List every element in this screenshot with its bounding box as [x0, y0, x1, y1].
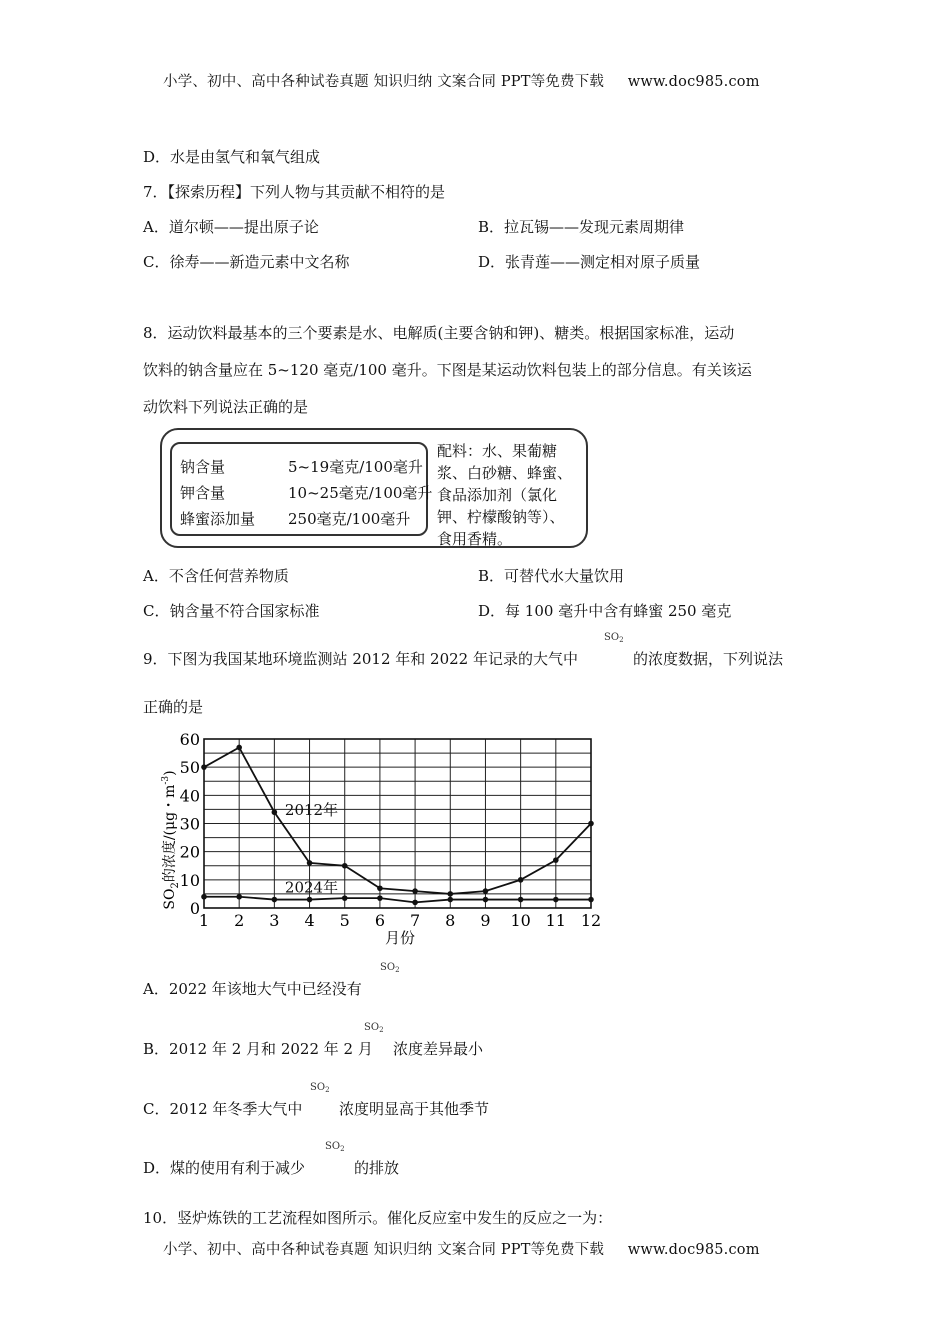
- data-point: [377, 885, 383, 891]
- y-tick-label: 30: [179, 814, 200, 834]
- y-tick-label: 20: [179, 842, 200, 862]
- y-tick-label: 10: [179, 870, 200, 890]
- y-tick-label: 50: [179, 758, 200, 778]
- data-point: [272, 809, 278, 815]
- data-point: [272, 897, 278, 903]
- ingredients-line: 配料：水、果葡糖: [437, 442, 558, 460]
- footer-url[interactable]: www.doc985.com: [627, 1242, 760, 1258]
- data-point: [201, 764, 207, 770]
- so2-formula: [604, 632, 624, 644]
- q9-option-b-end: 浓度差异最小: [393, 1040, 484, 1058]
- x-axis-label: 月份: [384, 929, 416, 947]
- q8-option-a: A．不含任何营养物质: [143, 567, 289, 585]
- data-point: [588, 897, 594, 903]
- so2-formula-sub: 2: [395, 966, 400, 974]
- data-point: [412, 900, 418, 906]
- chart-labels: [285, 801, 338, 896]
- data-point: [307, 897, 313, 903]
- x-tick-label: 6: [374, 911, 386, 930]
- table-row-name: 钠含量: [180, 458, 226, 476]
- ingredients-line: 浆、白砂糖、蜂蜜、: [437, 464, 573, 482]
- header-url[interactable]: www.doc985.com: [627, 74, 760, 90]
- so2-formula-text: SO: [380, 962, 396, 973]
- drink-label: [160, 428, 588, 548]
- table-row-name: 蜂蜜添加量: [180, 510, 256, 528]
- q9-option-a: A．2022 年该地大气中已经没有: [143, 980, 362, 998]
- ingredients-list: [437, 440, 585, 550]
- x-tick-label: 5: [339, 911, 350, 930]
- table-row-value: 10~25毫克/100毫升: [288, 484, 433, 502]
- q9-stem-line-1: 9．下图为我国某地环境监测站 2012 年和 2022 年记录的大气中: [143, 650, 578, 668]
- q7-option-b: B．拉瓦锡——发现元素周期律: [478, 218, 685, 236]
- data-point: [342, 895, 348, 901]
- so2-formula: [310, 1082, 330, 1094]
- y-axis-ticks: [180, 730, 200, 918]
- q7-option-d: D．张青莲——测定相对原子质量: [478, 253, 701, 271]
- so2-formula-text: SO: [364, 1022, 380, 1033]
- q9-option-b: B．2012 年 2 月和 2022 年 2 月: [143, 1040, 373, 1058]
- nutrition-table: [170, 442, 433, 536]
- q9-option-c-end: 浓度明显高于其他季节: [339, 1100, 490, 1118]
- data-point: [518, 897, 524, 903]
- y-tick-label: 40: [179, 786, 200, 806]
- table-row-name: 钾含量: [180, 484, 226, 502]
- q7-option-a: A．道尔顿——提出原子论: [143, 218, 319, 236]
- chart-series: [201, 745, 594, 906]
- q9-stem-line-2: 正确的是: [143, 698, 204, 716]
- data-point: [553, 897, 559, 903]
- x-tick-label: 8: [445, 911, 456, 930]
- y-axis-label-rest: 的浓度/(μg・m: [162, 784, 178, 883]
- data-point: [518, 877, 524, 883]
- q8-option-c: C．钠含量不符合国家标准: [143, 602, 320, 620]
- x-tick-label: 10: [510, 911, 531, 930]
- so2-formula-sub: 2: [340, 1145, 345, 1153]
- q10-stem: 10．竖炉炼铁的工艺流程如图所示。催化反应室中发生的反应之一为：: [143, 1209, 613, 1227]
- x-tick-label: 3: [269, 911, 280, 930]
- series-label: 2012年: [284, 801, 339, 820]
- q9-option-d: D．煤的使用有利于减少: [143, 1159, 306, 1177]
- y-tick-label: 0: [189, 899, 200, 918]
- so2-formula: [364, 1022, 384, 1034]
- data-point: [447, 891, 453, 897]
- ingredients-line: 食用香精。: [437, 530, 513, 548]
- data-point: [553, 857, 559, 863]
- data-point: [236, 894, 242, 900]
- x-tick-label: 12: [580, 911, 602, 930]
- table-row-value: 250毫克/100毫升: [288, 510, 411, 528]
- data-point: [201, 894, 207, 900]
- so2-formula-sub: 2: [379, 1026, 384, 1034]
- x-tick-label: 7: [409, 911, 421, 930]
- y-axis-label-exp: -3: [161, 775, 171, 785]
- so2-formula-sub: 2: [619, 636, 624, 644]
- x-tick-label: 11: [545, 911, 566, 930]
- x-tick-label: 2: [234, 911, 245, 930]
- q9-option-d-end: 的排放: [354, 1159, 400, 1177]
- q8-option-d: D．每 100 毫升中含有蜂蜜 250 毫克: [478, 602, 732, 620]
- q9-stem-line-1-end: 的浓度数据，下列说法: [633, 650, 784, 668]
- y-axis-label-sub: 2: [170, 882, 181, 889]
- q9-option-c: C．2012 年冬季大气中: [143, 1100, 303, 1118]
- y-tick-label: 60: [179, 730, 200, 749]
- data-point: [412, 888, 418, 894]
- q6-option-d: D．水是由氢气和氧气组成: [143, 148, 321, 166]
- header-text: 小学、初中、高中各种试卷真题 知识归纳 文案合同 PPT等免费下载: [163, 74, 605, 90]
- y-axis-label-close: ): [162, 770, 178, 776]
- ingredients-line: 食品添加剂（氯化: [437, 486, 558, 504]
- series-line: [204, 897, 591, 903]
- so2-formula-text: SO: [325, 1141, 341, 1152]
- q8-option-b: B．可替代水大量饮用: [478, 567, 625, 585]
- footer-banner: [163, 1238, 760, 1259]
- x-tick-label: 9: [480, 911, 491, 930]
- so2-line-chart: [150, 728, 620, 958]
- data-point: [447, 897, 453, 903]
- data-point: [236, 745, 242, 751]
- data-point: [588, 821, 594, 827]
- so2-formula-text: SO: [310, 1082, 326, 1093]
- so2-formula-sub: 2: [325, 1086, 330, 1094]
- header-banner: [163, 70, 760, 91]
- data-point: [307, 860, 313, 866]
- y-axis-label: [161, 770, 181, 909]
- so2-formula: [325, 1141, 345, 1153]
- so2-formula: [380, 962, 400, 974]
- y-axis-label-main: SO: [162, 888, 178, 910]
- series-label: 2024年: [284, 878, 339, 897]
- series-line: [204, 747, 591, 893]
- data-point: [483, 888, 489, 894]
- q8-stem-line-2: 饮料的钠含量应在 5~120 毫克/100 毫升。下图是某运动饮料包装上的部分信息。有关该运: [143, 361, 752, 379]
- chart-grid: [204, 739, 591, 908]
- data-point: [342, 863, 348, 869]
- so2-formula-text: SO: [604, 632, 620, 643]
- ingredients-line: 钾、柠檬酸钠等）、: [437, 508, 565, 526]
- q8-stem-line-1: 8．运动饮料最基本的三个要素是水、电解质(主要含钠和钾)、糖类。根据国家标准，运动: [143, 324, 735, 342]
- footer-text: 小学、初中、高中各种试卷真题 知识归纳 文案合同 PPT等免费下载: [163, 1242, 605, 1258]
- data-point: [483, 897, 489, 903]
- data-point: [377, 895, 383, 901]
- q8-stem-line-3: 动饮料下列说法正确的是: [143, 398, 309, 416]
- q7-option-c: C．徐寿——新造元素中文名称: [143, 253, 350, 271]
- x-axis-ticks: [199, 911, 601, 930]
- q7-stem: 7．【探索历程】下列人物与其贡献不相符的是: [143, 183, 446, 201]
- x-tick-label: 1: [198, 911, 210, 930]
- table-row-value: 5~19毫克/100毫升: [288, 458, 423, 476]
- x-tick-label: 4: [304, 911, 315, 930]
